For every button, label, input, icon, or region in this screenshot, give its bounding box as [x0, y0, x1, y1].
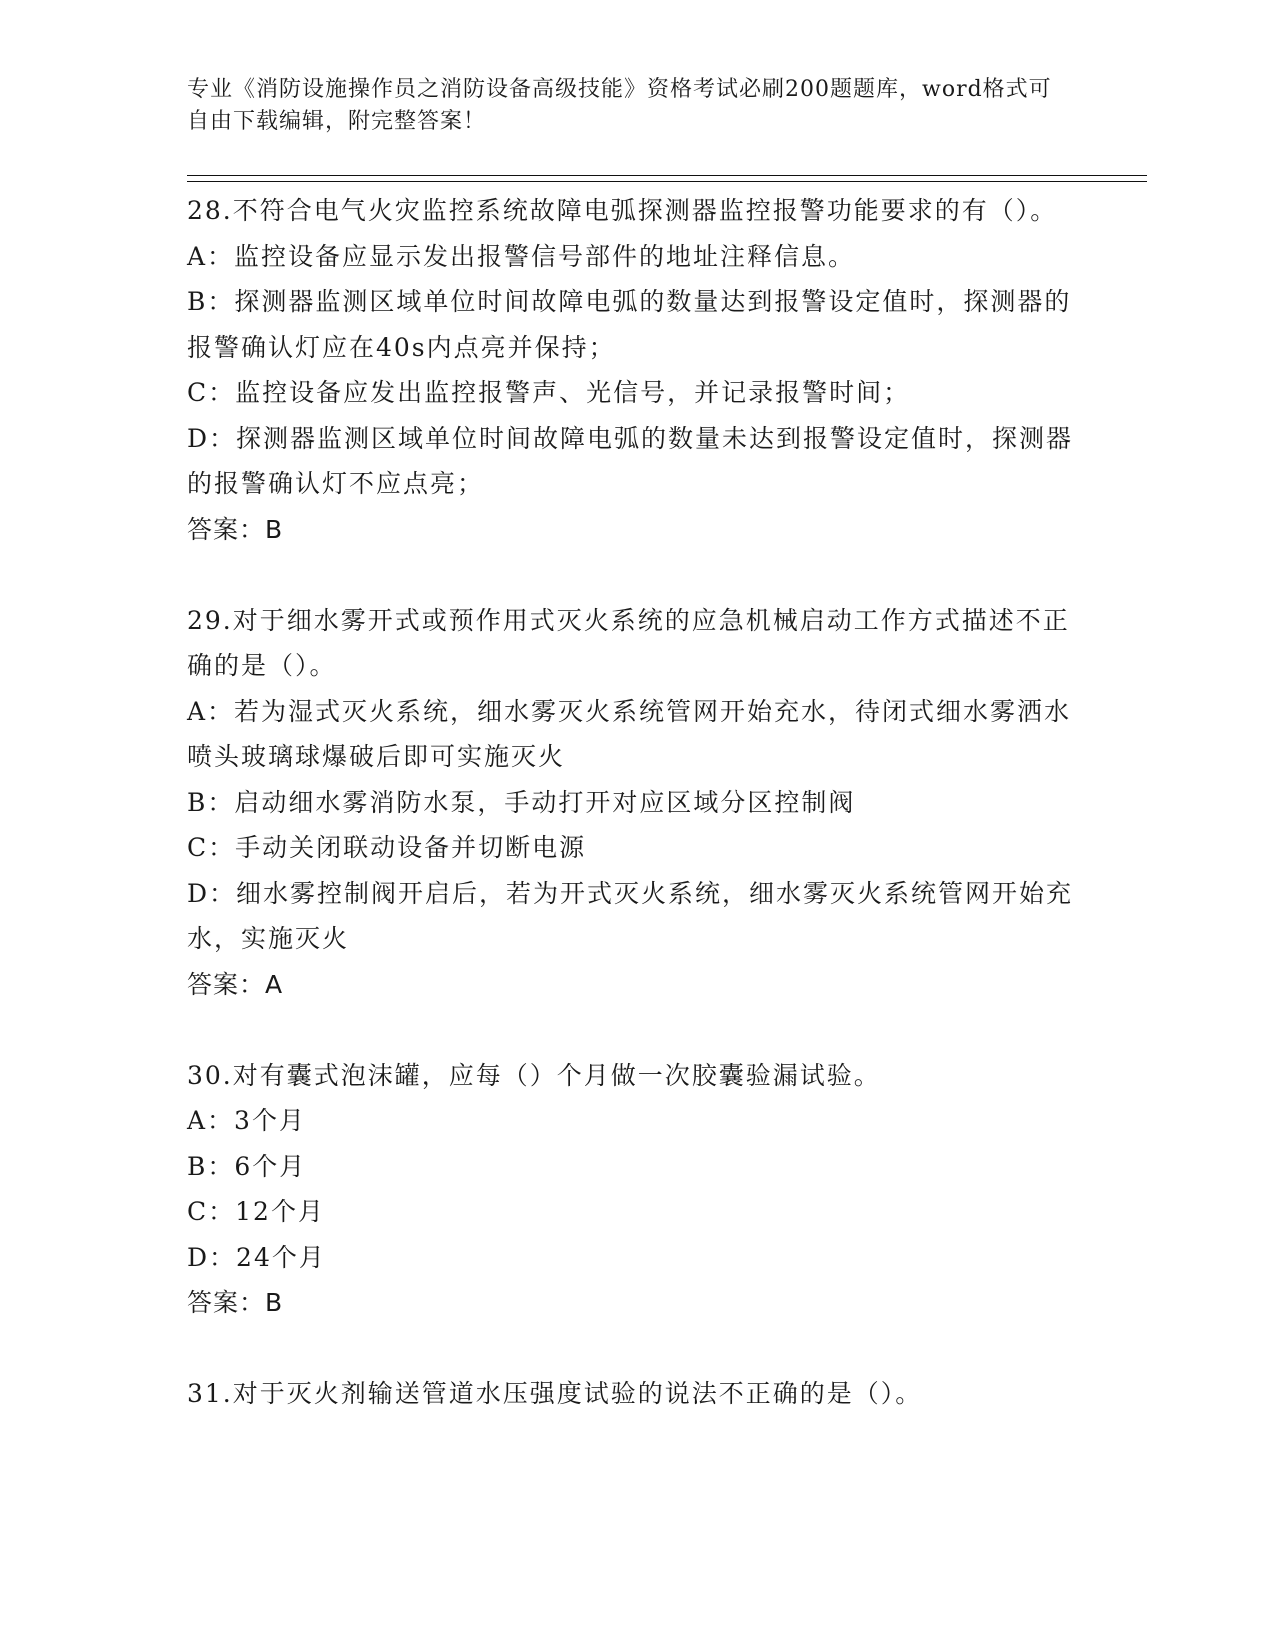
question-31: [187, 1371, 1077, 1417]
question-28: [187, 188, 1077, 552]
answer: 答案：B: [187, 514, 284, 544]
option-d: D：细水雾控制阀开启后，若为开式灭火系统，细水雾灭火系统管网开始充水，实施灭火: [187, 878, 1074, 953]
document-header: 专业《消防设施操作员之消防设备高级技能》资格考试必刷200题题库，word格式可自由下载编辑，附完整答案！: [187, 77, 1052, 134]
header-rule-bottom: [187, 181, 1147, 182]
answer: 答案：A: [187, 969, 284, 999]
option-d: D：探测器监测区域单位时间故障电弧的数量未达到报警设定值时，探测器的报警确认灯不应点亮；: [187, 423, 1074, 498]
question-stem: 30.对有囊式泡沫罐，应每（）个月做一次胶囊验漏试验。: [187, 1060, 881, 1090]
option-a: A：若为湿式灭火系统，细水雾灭火系统管网开始充水，待闭式细水雾洒水喷头玻璃球爆破后即可实施灭火: [187, 696, 1072, 771]
option-a: A：3个月: [187, 1106, 306, 1135]
question-30: [187, 1053, 1077, 1326]
question-29: [187, 598, 1077, 1008]
option-a: A：监控设备应显示发出报警信号部件的地址注释信息。: [187, 241, 856, 271]
question-stem: 29.对于细水雾开式或预作用式灭火系统的应急机械启动工作方式描述不正确的是（）。: [187, 605, 1070, 680]
question-list: [187, 188, 1077, 1417]
option-c: C：手动关闭联动设备并切断电源: [187, 833, 587, 862]
option-c: C：12个月: [187, 1197, 325, 1226]
answer: 答案：B: [187, 1288, 284, 1317]
option-c: C：监控设备应发出监控报警声、光信号，并记录报警时间；: [187, 378, 911, 407]
option-b: B：6个月: [187, 1151, 307, 1181]
option-b: B：探测器监测区域单位时间故障电弧的数量达到报警设定值时，探测器的报警确认灯应在40s内点亮并保持；: [187, 287, 1072, 362]
question-stem: 28.不符合电气火灾监控系统故障电弧探测器监控报警功能要求的有（）。: [187, 196, 1058, 225]
option-b: B：启动细水雾消防水泵，手动打开对应区域分区控制阀: [187, 787, 856, 817]
question-stem: 31.对于灭火剂输送管道水压强度试验的说法不正确的是（）。: [187, 1379, 923, 1408]
header-rule-top: [187, 175, 1147, 176]
spacer: [187, 552, 1077, 598]
option-d: D：24个月: [187, 1242, 326, 1272]
spacer: [187, 1007, 1077, 1053]
spacer: [187, 1326, 1077, 1372]
